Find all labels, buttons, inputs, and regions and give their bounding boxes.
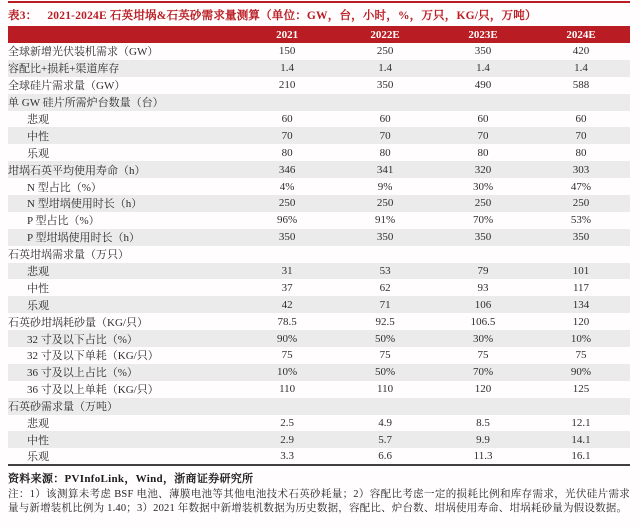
row-value: 106	[474, 298, 492, 311]
row-value: 60	[379, 113, 391, 125]
row-value: 350	[376, 79, 394, 92]
row-value	[336, 398, 434, 415]
table-row	[8, 94, 630, 111]
row-label: P 型占比（%）	[27, 215, 100, 228]
row-value: 70	[575, 129, 587, 142]
table-row	[8, 313, 630, 330]
row-value: 10%	[570, 332, 592, 345]
row-label: 石英砂坩埚耗砂量（KG/只）	[8, 316, 148, 329]
row-value	[532, 398, 630, 415]
row-label: 乐观	[27, 299, 49, 312]
row-value: 60	[477, 113, 489, 125]
row-value: 210	[278, 79, 296, 92]
row-label: N 型占比（%）	[27, 181, 102, 194]
row-label: 容配比+损耗+渠道库存	[8, 63, 120, 76]
table-row	[8, 364, 630, 381]
row-value: 30%	[472, 180, 494, 193]
row-value: 75	[575, 349, 587, 362]
table-row	[8, 381, 630, 398]
row-value	[336, 94, 434, 111]
row-label: 中性	[27, 434, 49, 447]
row-value: 8.5	[476, 417, 490, 430]
row-value: 96%	[277, 214, 298, 227]
row-value: 79	[477, 265, 489, 278]
row-value: 60	[281, 113, 293, 125]
table-row	[8, 347, 630, 364]
header-col-2024e: 2024E	[566, 28, 596, 41]
header-col-2021: 2021	[276, 28, 299, 41]
row-value: 9%	[377, 180, 393, 193]
table-row	[8, 279, 630, 296]
row-value: 250	[376, 45, 394, 58]
table-row	[8, 43, 630, 60]
row-value: 70%	[472, 366, 494, 379]
row-value: 110	[377, 383, 394, 396]
row-value: 71	[379, 298, 391, 311]
row-value	[532, 246, 630, 263]
header-col-2023e: 2023E	[468, 28, 498, 41]
row-value: 70	[281, 129, 293, 142]
row-value: 101	[572, 265, 590, 278]
row-label: 中性	[27, 130, 49, 143]
row-value: 91%	[374, 214, 396, 227]
header-col-2022e: 2022E	[370, 28, 400, 41]
row-value: 78.5	[277, 315, 297, 328]
row-label: 全球新增光伏装机需求（GW）	[8, 46, 159, 59]
row-value: 120	[572, 315, 590, 328]
row-value: 346	[278, 163, 296, 176]
table-title-text: 2021-2024E 石英坩埚&石英砂需求量测算（单位：GW，台，小时，%，万只，KG/只，万吨）	[47, 10, 537, 22]
row-value: 250	[278, 197, 296, 210]
row-label: 36 寸及以上单耗（KG/只）	[27, 384, 159, 397]
row-label: P 型坩埚使用时长（h）	[27, 232, 140, 245]
row-value: 75	[379, 349, 391, 362]
row-value	[238, 398, 336, 415]
row-value	[434, 94, 532, 111]
row-value	[336, 246, 434, 263]
row-value: 11.3	[473, 450, 493, 463]
table-body	[8, 43, 630, 465]
row-value: 2.5	[280, 417, 294, 430]
row-value: 490	[474, 79, 492, 92]
row-value: 117	[572, 281, 590, 294]
row-value: 80	[379, 146, 391, 159]
table-row	[8, 111, 630, 128]
row-value: 30%	[472, 332, 494, 345]
row-label: 32 寸及以下单耗（KG/只）	[27, 350, 159, 363]
row-value: 4%	[279, 180, 295, 193]
row-value: 53	[379, 265, 391, 278]
row-value: 350	[474, 231, 492, 244]
row-label: 悲观	[27, 266, 49, 279]
row-value: 50%	[374, 366, 396, 379]
row-value: 134	[572, 298, 590, 311]
footnote: 注：1）该测算未考虑 BSF 电池、薄膜电池等其他电池技术石英砂耗量；2）容配比考虑一定的损耗比例和库存需求，光伏硅片需求量与新增装机比例为 1.40；3）2021 年数据中新增装机数据为历史数据，容配比、炉台数、坩埚使用寿命、坩埚耗砂量为假设数据。	[8, 489, 630, 515]
row-value: 341	[376, 163, 394, 176]
table-row	[8, 398, 630, 415]
row-value: 588	[572, 79, 590, 92]
table-row	[8, 229, 630, 246]
row-label: 全球硅片需求量（GW）	[8, 80, 126, 93]
row-value: 1.4	[280, 62, 294, 75]
row-value: 106.5	[470, 315, 496, 328]
row-value: 16.1	[571, 450, 591, 463]
row-label: 乐观	[27, 451, 49, 464]
table-row	[8, 263, 630, 280]
row-value: 93	[477, 281, 489, 294]
row-label: 单 GW 硅片所需炉台数量（台）	[8, 97, 164, 110]
row-value: 12.1	[571, 417, 591, 430]
table-number: 表3：	[8, 10, 38, 22]
row-value	[434, 246, 532, 263]
table-row	[8, 415, 630, 432]
row-value: 90%	[570, 366, 592, 379]
row-value: 37	[281, 281, 293, 294]
row-value: 1.4	[378, 62, 392, 75]
row-value: 1.4	[476, 62, 490, 75]
row-label: 悲观	[27, 114, 49, 126]
row-value: 90%	[277, 332, 298, 345]
row-value: 75	[281, 349, 293, 362]
row-label: 悲观	[27, 418, 49, 431]
row-label: 乐观	[27, 147, 49, 160]
row-value	[532, 94, 630, 111]
row-value: 250	[376, 197, 394, 210]
row-value: 125	[572, 383, 590, 396]
row-value: 92.5	[375, 315, 395, 328]
row-value	[238, 246, 336, 263]
row-value: 120	[474, 383, 492, 396]
row-value: 350	[572, 231, 590, 244]
row-value: 350	[376, 231, 394, 244]
table-row	[8, 60, 630, 77]
row-value: 350	[474, 45, 492, 58]
row-value: 60	[575, 113, 587, 125]
row-label: 石英坩埚需求量（万只）	[8, 249, 129, 262]
table-row	[8, 448, 630, 465]
row-label: 坩埚石英平均使用寿命（h）	[8, 164, 146, 177]
demand-forecast-table	[8, 26, 630, 466]
table-row	[8, 330, 630, 347]
row-value: 70	[477, 129, 489, 142]
row-value: 5.7	[378, 433, 392, 446]
row-value	[434, 398, 532, 415]
table-row	[8, 161, 630, 178]
table-row	[8, 431, 630, 448]
table-title	[8, 3, 630, 26]
row-value: 14.1	[571, 433, 591, 446]
row-value: 2.9	[280, 433, 294, 446]
table-header	[8, 26, 630, 43]
table-row	[8, 246, 630, 263]
row-value: 62	[379, 281, 391, 294]
row-value: 80	[281, 146, 293, 159]
row-value: 75	[477, 349, 489, 362]
table-row	[8, 144, 630, 161]
header-label-cell	[8, 26, 238, 43]
table-row	[8, 77, 630, 94]
row-value: 80	[477, 146, 489, 159]
row-value: 47%	[570, 180, 592, 193]
row-label: N 型坩埚使用时长（h）	[27, 198, 143, 211]
row-value: 9.9	[476, 433, 490, 446]
row-value: 320	[474, 163, 492, 176]
row-value: 420	[572, 45, 590, 58]
table-row	[8, 212, 630, 229]
table-row	[8, 127, 630, 144]
table-header-row	[8, 26, 630, 43]
row-label: 中性	[27, 282, 49, 295]
row-value: 70%	[472, 214, 494, 227]
row-value: 80	[575, 146, 587, 159]
report-table-block	[8, 0, 630, 516]
row-value: 42	[281, 298, 293, 311]
row-value: 50%	[374, 332, 396, 345]
row-value: 10%	[277, 366, 298, 379]
row-label: 石英砂需求量（万吨）	[8, 401, 118, 414]
row-value: 53%	[570, 214, 592, 227]
row-value: 4.9	[378, 417, 392, 430]
row-value: 303	[572, 163, 590, 176]
row-value: 350	[278, 231, 296, 244]
table-row	[8, 296, 630, 313]
row-value: 250	[572, 197, 590, 210]
table-row	[8, 195, 630, 212]
row-label: 32 寸及以下占比（%）	[27, 333, 138, 346]
row-value: 1.4	[574, 62, 588, 75]
row-value	[238, 94, 336, 111]
row-value: 3.3	[280, 450, 294, 463]
row-value: 250	[474, 197, 492, 210]
row-value: 31	[281, 265, 293, 278]
row-value: 70	[379, 129, 391, 142]
row-value: 110	[279, 383, 296, 396]
row-label: 36 寸及以上占比（%）	[27, 367, 138, 380]
row-value: 150	[278, 45, 296, 58]
source-line: 资料来源：PVInfoLink，Wind，浙商证券研究所	[8, 473, 254, 486]
table-row	[8, 178, 630, 195]
row-value: 6.6	[378, 450, 392, 463]
